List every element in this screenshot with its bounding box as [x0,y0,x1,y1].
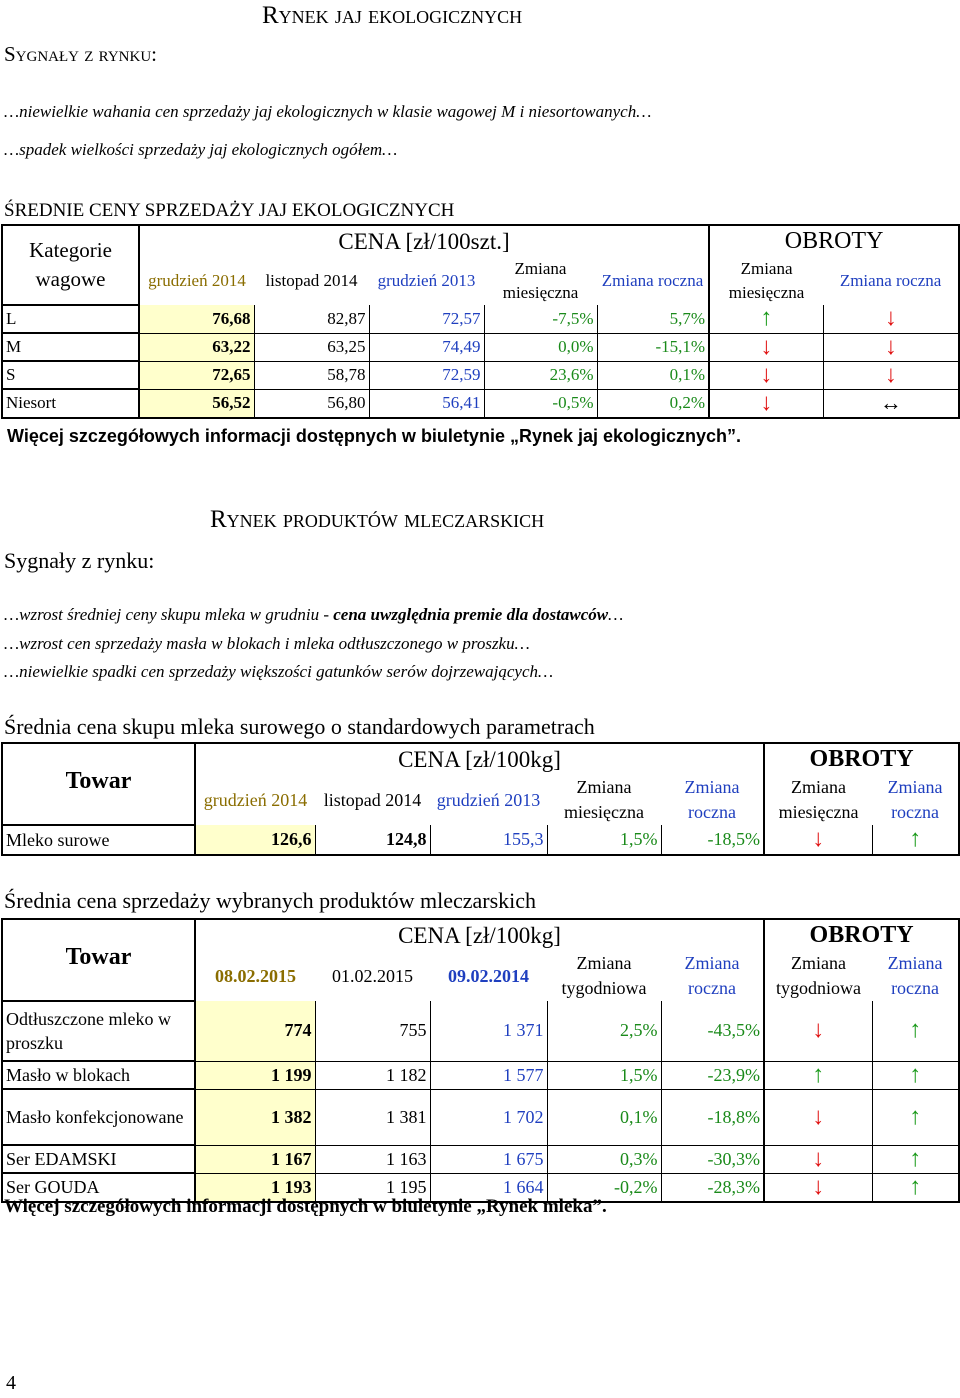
milk-sales-cena-header: CENA [zł/100kg] [195,919,764,951]
eggs-col-obroty-month: Zmiana miesięczna [709,257,823,305]
eggs-signals-label: Sygnały z rynku: [4,42,158,66]
change-year: 5,7% [597,305,709,333]
obroty-period-trend [764,825,872,855]
value-last-year: 72,59 [369,361,484,389]
milk-signal-3: …niewielkie spadki cen sprzedaży większości gatunków serów dojrzewających… [4,662,554,681]
arrow-down-icon: ↓ [884,305,897,332]
obroty-year-trend [823,305,959,333]
obroty-year-trend [872,1061,959,1089]
arrow-left-right-icon: ↔ [879,390,902,415]
value-previous: 1 182 [315,1061,430,1089]
value-current: 774 [195,1001,315,1061]
row-label: Masło konfekcjonowane [2,1089,195,1145]
arrow-up-icon: ↑ [909,1173,922,1200]
obroty-year-trend [872,825,959,855]
obroty-year-trend [823,333,959,361]
arrow-down-icon: ↓ [760,361,773,388]
milk-purchase-col-year-change: Zmiana roczna [684,777,740,822]
milk-purchase-col-obroty-month: Zmiana miesięczna [764,775,872,825]
milk-sales-col-week-change: Zmiana tygodniowa [561,953,647,998]
obroty-period-trend [764,1173,872,1202]
value-last-year: 155,3 [430,825,547,855]
milk-signals-label: Sygnały z rynku: [4,548,155,573]
eggs-section-title: ŚREDNIE CENY SPRZEDAŻY JAJ EKOLOGICZNYCH [4,200,455,221]
eggs-col-month-change: Zmiana miesięczna [502,259,579,302]
milk-title: Rynek produktów mleczarskich [210,506,545,533]
obroty-year-trend [872,1145,959,1173]
table-row [2,1061,959,1089]
obroty-year-trend [823,361,959,389]
milk-sales-obroty-header: OBROTY [764,919,959,951]
obroty-period-trend [709,361,823,389]
milk-sales-col-year-change: Zmiana roczna [684,953,740,998]
obroty-period-trend [764,1145,872,1173]
milk-more-info: Więcej szczegółowych informacji dostępnych w biuletynie „Rynek mleka”. [4,1196,607,1217]
change-period: -0,2% [547,1173,661,1202]
change-period: 1,5% [547,1061,661,1089]
value-previous: 56,80 [254,389,369,418]
milk-purchase-col-dec2013: grudzień 2013 [436,789,541,810]
eggs-cena-header: CENA [zł/100szt.] [139,225,709,257]
row-label: Ser GOUDA [2,1173,195,1202]
milk-signal-1-pre: …wzrost średniej ceny skupu mleka w grudniu - [4,605,334,624]
arrow-down-icon: ↓ [812,1173,825,1200]
value-current: 72,65 [139,361,254,389]
value-previous: 58,78 [254,361,369,389]
milk-purchase-obroty-header: OBROTY [764,743,959,775]
arrow-up-icon: ↑ [909,1145,922,1172]
obroty-year-trend [823,389,959,418]
change-period: 0,0% [484,333,597,361]
milk-signal-1-bold: cena uwzględnia premie dla dostawców [333,605,609,624]
eggs-title: Rynek jaj ekologicznych [262,2,523,29]
eggs-col-nov2014: listopad 2014 [265,271,358,290]
arrow-down-icon: ↓ [812,1145,825,1172]
value-previous: 1 381 [315,1089,430,1145]
row-label: Niesort [2,389,139,418]
value-last-year: 1 702 [430,1089,547,1145]
row-label: Ser EDAMSKI [2,1145,195,1173]
value-previous: 82,87 [254,305,369,333]
value-last-year: 1 664 [430,1173,547,1202]
arrow-down-icon: ↓ [812,826,825,852]
obroty-period-trend [764,1089,872,1145]
table-row [2,305,959,333]
eggs-obroty-header: OBROTY [709,225,959,257]
change-period: 23,6% [484,361,597,389]
milk-sales-table [1,918,960,1203]
value-last-year: 1 577 [430,1061,547,1089]
arrow-up-icon: ↑ [812,1061,825,1088]
change-period: -7,5% [484,305,597,333]
value-last-year: 1 675 [430,1145,547,1173]
change-year: -18,5% [661,825,764,855]
milk-signal-2: …wzrost cen sprzedaży masła w blokach i mleka odtłuszczonego w proszku… [4,634,530,653]
change-year: -30,3% [661,1145,764,1173]
change-year: -23,9% [661,1061,764,1089]
table-row [2,389,959,418]
arrow-up-icon: ↑ [909,1061,922,1088]
value-current: 1 199 [195,1061,315,1089]
value-previous: 755 [315,1001,430,1061]
milk-purchase-cena-header: CENA [zł/100kg] [195,743,764,775]
value-last-year: 1 371 [430,1001,547,1061]
milk-purchase-table [1,742,960,856]
table-row [2,361,959,389]
value-previous: 124,8 [315,825,430,855]
milk-purchase-col-nov2014: listopad 2014 [323,789,422,810]
arrow-up-icon: ↑ [760,305,773,332]
row-label: Mleko surowe [2,825,195,855]
obroty-period-trend [709,389,823,418]
milk-sales-col-towar: Towar [2,919,195,1001]
milk-sales-col-obroty-week: Zmiana tygodniowa [764,951,872,1001]
obroty-period-trend [709,305,823,333]
arrow-down-icon: ↓ [884,361,897,388]
change-year: 0,2% [597,389,709,418]
change-year: -43,5% [661,1001,764,1061]
table-row [2,1001,959,1061]
arrow-down-icon: ↓ [760,389,773,416]
row-label: L [2,305,139,333]
eggs-col-dec2014: grudzień 2014 [148,271,246,290]
change-period: 0,3% [547,1145,661,1173]
eggs-col-category: Kategorie wagowe [2,225,139,305]
value-current: 76,68 [139,305,254,333]
value-last-year: 72,57 [369,305,484,333]
milk-signal-1-post: … [608,605,624,624]
row-label: Odtłuszczone mleko w proszku [2,1001,195,1061]
milk-sales-col-obroty-year: Zmiana roczna [872,951,959,1001]
value-current: 1 382 [195,1089,315,1145]
eggs-signal-2: …spadek wielkości sprzedaży jaj ekologicznych ogółem… [4,140,398,159]
milk-sales-col-date1: 08.02.2015 [215,965,296,986]
change-period: 1,5% [547,825,661,855]
row-label: Masło w blokach [2,1061,195,1089]
arrow-down-icon: ↓ [812,1017,825,1044]
row-label: M [2,333,139,361]
milk-purchase-col-month-change: Zmiana miesięczna [564,777,644,822]
change-year: -18,8% [661,1089,764,1145]
change-year: -28,3% [661,1173,764,1202]
value-current: 63,22 [139,333,254,361]
value-current: 1 167 [195,1145,315,1173]
table-row [2,1145,959,1173]
value-current: 56,52 [139,389,254,418]
value-previous: 63,25 [254,333,369,361]
arrow-up-icon: ↑ [909,1017,922,1044]
obroty-period-trend [764,1001,872,1061]
arrow-down-icon: ↓ [812,1103,825,1130]
change-period: -0,5% [484,389,597,418]
milk-signal-1 [4,605,623,625]
milk-sales-title: Średnia cena sprzedaży wybranych produktów mleczarskich [4,888,537,913]
milk-purchase-col-towar: Towar [2,743,195,825]
change-period: 0,1% [547,1089,661,1145]
change-year: 0,1% [597,361,709,389]
obroty-year-trend [872,1089,959,1145]
milk-sales-col-date3: 09.02.2014 [448,965,529,986]
arrow-down-icon: ↓ [760,333,773,360]
eggs-more-info: Więcej szczegółowych informacji dostępnych w biuletynie „Rynek jaj ekologicznych”. [7,426,742,446]
value-previous: 1 195 [315,1173,430,1202]
obroty-year-trend [872,1001,959,1061]
page-number: 4 [6,1372,16,1394]
arrow-up-icon: ↑ [909,1103,922,1130]
eggs-col-year-change: Zmiana roczna [601,271,704,290]
table-row [2,1089,959,1145]
arrow-up-icon: ↑ [909,826,922,852]
value-current: 126,6 [195,825,315,855]
table-row [2,825,959,855]
obroty-period-trend [709,333,823,361]
milk-sales-col-date2: 01.02.2015 [332,965,413,986]
eggs-col-dec2013: grudzień 2013 [377,271,476,290]
table-row [2,333,959,361]
value-current: 1 193 [195,1173,315,1202]
value-last-year: 56,41 [369,389,484,418]
arrow-down-icon: ↓ [884,333,897,360]
eggs-col-obroty-year: Zmiana roczna [823,257,959,305]
value-last-year: 74,49 [369,333,484,361]
eggs-signal-1: …niewielkie wahania cen sprzedaży jaj ekologicznych w klasie wagowej M i niesortowanych… [4,102,652,121]
obroty-year-trend [872,1173,959,1202]
change-year: -15,1% [597,333,709,361]
change-period: 2,5% [547,1001,661,1061]
row-label: S [2,361,139,389]
milk-purchase-col-obroty-year: Zmiana roczna [872,775,959,825]
eggs-price-table [1,224,960,419]
milk-purchase-title: Średnia cena skupu mleka surowego o standardowych parametrach [4,714,595,739]
milk-purchase-col-dec2014: grudzień 2014 [203,789,308,810]
obroty-period-trend [764,1061,872,1089]
value-previous: 1 163 [315,1145,430,1173]
